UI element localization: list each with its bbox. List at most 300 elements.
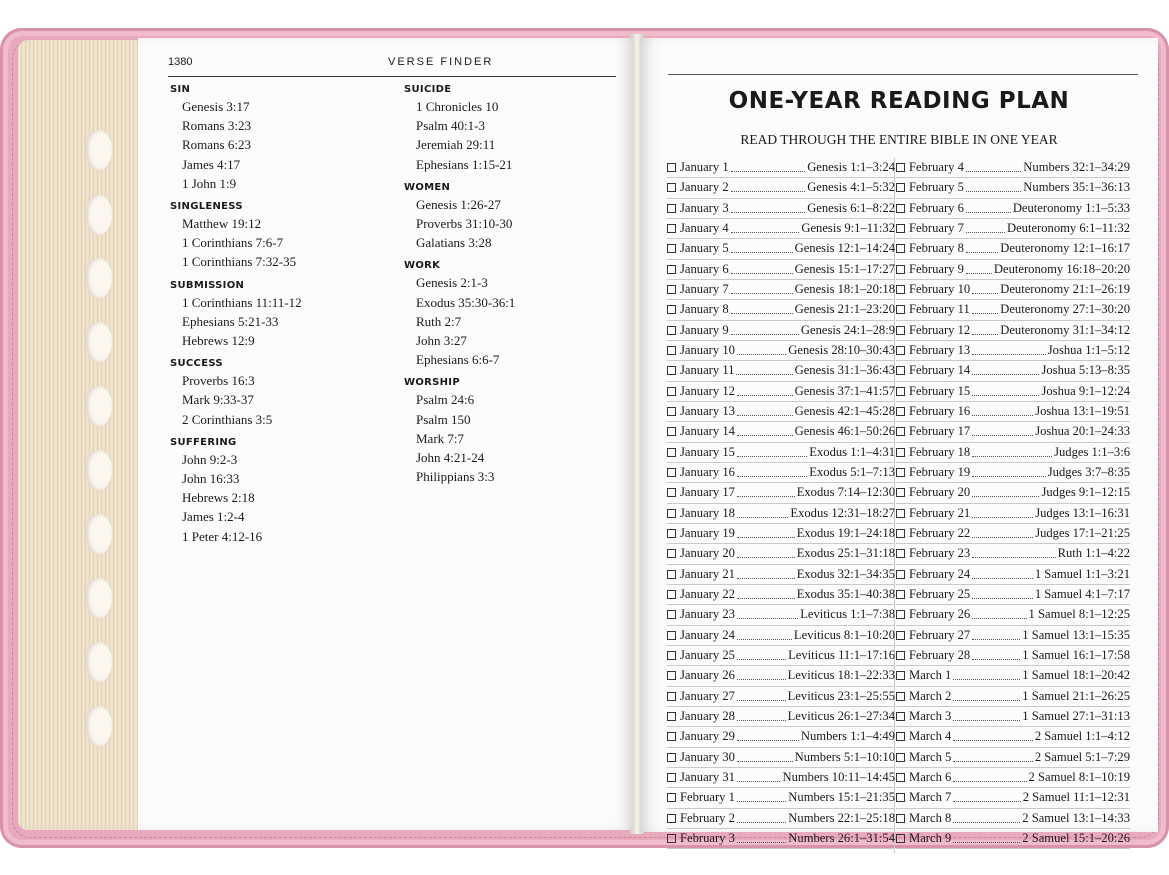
reading-day: January 27	[680, 688, 735, 703]
reading-passage: Judges 3:7–8:35	[1047, 465, 1130, 480]
reading-passage: Judges 9:1–12:15	[1041, 485, 1130, 500]
reading-plan-row	[667, 341, 895, 361]
topic-heading: WORK	[404, 260, 441, 272]
reading-passage: Exodus 32:1–34:35	[796, 566, 895, 581]
checkbox-icon[interactable]	[896, 204, 905, 213]
checkbox-icon[interactable]	[667, 712, 676, 721]
checkbox-icon[interactable]	[896, 346, 905, 355]
reading-passage: Genesis 4:1–5:32	[807, 180, 895, 195]
reading-day: January 31	[680, 770, 735, 784]
reading-passage: 1 Samuel 18:1–20:42	[1022, 668, 1130, 683]
reading-day: January 9	[680, 322, 729, 337]
reading-day: January 2	[680, 180, 729, 195]
leader-dots	[737, 427, 793, 436]
reading-plan-row	[667, 239, 895, 259]
leader-dots	[966, 224, 1005, 233]
leader-dots	[731, 244, 793, 253]
thumb-notch	[86, 706, 112, 746]
leader-dots	[737, 448, 807, 457]
reading-passage: Genesis 28:10–30:43	[788, 343, 895, 358]
leader-dots	[731, 204, 806, 213]
leader-dots	[972, 285, 998, 294]
reading-passage: Ruth 1:1–4:22	[1057, 546, 1130, 561]
reading-day: January 4	[680, 221, 729, 236]
checkbox-icon[interactable]	[896, 387, 905, 396]
thumb-notch	[86, 130, 112, 170]
reading-passage: 1 Samuel 8:1–12:25	[1028, 607, 1130, 622]
reading-day: January 30	[680, 749, 735, 764]
checkbox-icon[interactable]	[896, 834, 905, 843]
thumb-notch	[86, 514, 112, 554]
right-page	[640, 38, 1158, 845]
checkbox-icon[interactable]	[667, 610, 676, 619]
leader-dots	[972, 651, 1020, 660]
reading-passage: Exodus 7:14–12:30	[796, 485, 895, 500]
reading-day: January 18	[680, 505, 735, 520]
verse-reference: 1 Peter 4:12-16	[182, 528, 263, 544]
reading-day: January 10	[680, 343, 735, 358]
checkbox-icon[interactable]	[667, 387, 676, 396]
leader-dots	[731, 224, 800, 233]
checkbox-icon[interactable]	[667, 570, 676, 579]
checkbox-icon[interactable]	[667, 366, 676, 375]
verse-reference: Exodus 35:30-36:1	[416, 294, 516, 310]
reading-passage: Genesis 37:1–41:57	[794, 383, 895, 398]
reading-plan-row	[896, 422, 1130, 442]
leader-dots	[731, 326, 799, 335]
reading-passage: Numbers 35:1–36:13	[1023, 180, 1130, 195]
topic-heading: WOMEN	[404, 181, 451, 193]
reading-plan-row	[667, 788, 895, 808]
checkbox-icon[interactable]	[896, 468, 905, 477]
reading-plan-row	[896, 463, 1130, 483]
checkbox-icon[interactable]	[667, 692, 676, 701]
leader-dots	[972, 346, 1046, 355]
reading-passage: Genesis 24:1–28:9	[800, 322, 895, 337]
checkbox-icon[interactable]	[896, 651, 905, 660]
topic-heading: SINGLENESS	[170, 201, 243, 213]
checkbox-icon[interactable]	[896, 488, 905, 497]
reading-passage: 1 Samuel 16:1–17:58	[1022, 648, 1130, 663]
reading-plan-row	[667, 158, 895, 178]
reading-day: January 13	[680, 404, 735, 419]
reading-day: March 6	[909, 770, 952, 784]
leader-dots	[972, 407, 1033, 416]
checkbox-icon[interactable]	[667, 163, 676, 172]
leader-dots	[737, 712, 786, 721]
checkbox-icon[interactable]	[896, 529, 905, 538]
reading-day: January 28	[680, 709, 735, 724]
reading-plan-row	[896, 666, 1130, 686]
leader-dots	[737, 834, 786, 843]
leader-dots	[737, 651, 786, 660]
reading-passage: Numbers 5:1–10:10	[794, 749, 895, 764]
reading-passage: Joshua 20:1–24:33	[1035, 424, 1130, 439]
checkbox-icon[interactable]	[896, 610, 905, 619]
verse-reference: Mark 9:33-37	[182, 392, 254, 408]
reading-passage: Genesis 6:1–8:22	[807, 200, 895, 215]
verse-reference: 1 John 1:9	[182, 175, 237, 191]
checkbox-icon[interactable]	[667, 814, 676, 823]
reading-passage: Genesis 1:1–3:24	[807, 160, 895, 175]
reading-plan-row	[896, 178, 1130, 198]
reading-passage: Deuteronomy 16:18–20:20	[993, 261, 1130, 276]
leader-dots	[731, 285, 793, 294]
reading-plan-row	[667, 321, 895, 341]
verse-reference: John 16:33	[182, 471, 240, 487]
reading-day: February 11	[909, 302, 970, 317]
leader-dots	[972, 529, 1033, 538]
leader-dots	[972, 590, 1033, 599]
reading-passage: Numbers 26:1–31:54	[788, 830, 895, 845]
leader-dots	[737, 732, 799, 741]
reading-passage: Exodus 12:31–18:27	[790, 505, 895, 520]
reading-plan-column-right	[896, 158, 1130, 849]
checkbox-icon[interactable]	[667, 244, 676, 253]
reading-passage: 2 Samuel 1:1–4:12	[1034, 729, 1130, 744]
reading-passage: Deuteronomy 27:1–30:20	[1000, 302, 1130, 317]
verse-reference: Romans 6:23	[182, 137, 251, 153]
reading-passage: 1 Samuel 27:1–31:13	[1022, 709, 1130, 724]
verse-reference: Romans 3:23	[182, 118, 251, 134]
leader-dots	[972, 509, 1033, 518]
leader-dots	[966, 183, 1021, 192]
verse-reference: Proverbs 16:3	[182, 373, 255, 389]
leader-dots	[972, 366, 1039, 375]
verse-reference: Genesis 2:1-3	[416, 275, 488, 291]
verse-reference: 2 Corinthians 3:5	[182, 411, 273, 427]
checkbox-icon[interactable]	[896, 265, 905, 274]
thumb-notch	[86, 450, 112, 490]
reading-plan-row	[667, 748, 895, 768]
reading-passage: Judges 17:1–21:25	[1035, 526, 1130, 541]
reading-plan-row	[896, 687, 1130, 707]
reading-plan-row	[896, 809, 1130, 829]
reading-plan-row	[667, 666, 895, 686]
leader-dots	[731, 183, 806, 192]
checkbox-icon[interactable]	[896, 549, 905, 558]
reading-day: March 9	[909, 830, 952, 845]
reading-passage: 2 Samuel 13:1–14:33	[1022, 810, 1130, 825]
verse-reference: Hebrews 2:18	[182, 490, 255, 506]
reading-day: March 8	[909, 810, 952, 825]
leader-dots	[737, 529, 795, 538]
leader-dots	[953, 753, 1033, 762]
reading-plan-row	[896, 788, 1130, 808]
reading-plan-row	[667, 300, 895, 320]
checkbox-icon[interactable]	[896, 753, 905, 762]
reading-day: February 10	[909, 282, 971, 297]
verse-reference: 1 Corinthians 7:32-35	[182, 254, 297, 270]
reading-day: January 16	[680, 465, 735, 480]
reading-day: March 3	[909, 709, 952, 724]
leader-dots	[972, 326, 998, 335]
checkbox-icon[interactable]	[667, 326, 676, 335]
reading-plan-row	[896, 483, 1130, 503]
leader-dots	[972, 448, 1052, 457]
leader-dots	[966, 204, 1011, 213]
reading-day: January 24	[680, 627, 735, 642]
reading-passage: Genesis 18:1–20:18	[794, 282, 895, 297]
checkbox-icon[interactable]	[667, 773, 676, 782]
reading-plan-row	[667, 280, 895, 300]
left-page-header	[168, 56, 616, 77]
reading-plan-row	[896, 443, 1130, 463]
leader-dots	[737, 468, 807, 477]
reading-day: January 23	[680, 607, 735, 622]
reading-plan-row	[896, 829, 1130, 849]
checkbox-icon[interactable]	[667, 407, 676, 416]
leader-dots	[737, 671, 786, 680]
reading-plan-row	[667, 422, 895, 442]
reading-day: February 14	[909, 363, 971, 378]
checkbox-icon[interactable]	[896, 224, 905, 233]
checkbox-icon[interactable]	[667, 651, 676, 660]
reading-plan-row	[896, 300, 1130, 320]
leader-dots	[737, 549, 795, 558]
verse-reference: Mark 7:7	[416, 430, 465, 446]
checkbox-icon[interactable]	[667, 549, 676, 558]
left-page	[138, 38, 634, 830]
checkbox-icon[interactable]	[667, 346, 676, 355]
reading-plan-row	[667, 402, 895, 422]
checkbox-icon[interactable]	[896, 671, 905, 680]
verse-reference: Proverbs 31:10-30	[416, 216, 513, 232]
reading-day: February 12	[909, 322, 971, 337]
checkbox-icon[interactable]	[896, 407, 905, 416]
reading-plan-row	[896, 524, 1130, 544]
checkbox-icon[interactable]	[896, 732, 905, 741]
leader-dots	[972, 427, 1033, 436]
checkbox-icon[interactable]	[896, 244, 905, 253]
leader-dots	[737, 387, 793, 396]
reading-plan-row	[667, 707, 895, 727]
leader-dots	[966, 244, 998, 253]
reading-day: February 26	[909, 607, 971, 622]
reading-day: February 23	[909, 546, 971, 561]
checkbox-icon[interactable]	[667, 529, 676, 538]
reading-plan-row	[667, 809, 895, 829]
thumb-notch	[86, 258, 112, 298]
thumb-notch	[86, 322, 112, 362]
checkbox-icon[interactable]	[896, 427, 905, 436]
checkbox-icon[interactable]	[896, 590, 905, 599]
checkbox-icon[interactable]	[896, 448, 905, 457]
header-rule	[668, 74, 1138, 75]
reading-passage: Leviticus 26:1–27:34	[787, 709, 895, 724]
reading-passage: Exodus 19:1–24:18	[796, 526, 895, 541]
checkbox-icon[interactable]	[667, 448, 676, 457]
checkbox-icon[interactable]	[896, 814, 905, 823]
checkbox-icon[interactable]	[896, 793, 905, 802]
reading-passage: Numbers 10:11–14:45	[782, 770, 895, 784]
checkbox-icon[interactable]	[896, 631, 905, 640]
checkbox-icon[interactable]	[667, 305, 676, 314]
reading-plan-row	[667, 829, 895, 849]
reading-day: February 17	[909, 424, 971, 439]
reading-day: January 19	[680, 526, 735, 541]
reading-plan-row	[667, 768, 895, 788]
reading-plan-row	[896, 748, 1130, 768]
reading-day: March 1	[909, 668, 952, 683]
checkbox-icon[interactable]	[667, 793, 676, 802]
topic-heading: SUFFERING	[170, 436, 237, 448]
verse-reference: Galatians 3:28	[416, 235, 492, 251]
topic-heading: SUICIDE	[404, 84, 452, 95]
leader-dots	[731, 305, 793, 314]
verse-reference: 1 Corinthians 7:6-7	[182, 235, 284, 251]
reading-plan-row	[896, 585, 1130, 605]
reading-day: February 5	[909, 180, 964, 195]
reading-plan-row	[667, 443, 895, 463]
checkbox-icon[interactable]	[667, 590, 676, 599]
checkbox-icon[interactable]	[896, 509, 905, 518]
checkbox-icon[interactable]	[667, 265, 676, 274]
reading-passage: Genesis 12:1–14:24	[794, 241, 895, 256]
reading-passage: Leviticus 1:1–7:38	[800, 607, 895, 622]
checkbox-icon[interactable]	[667, 224, 676, 233]
reading-passage: 1 Samuel 1:1–3:21	[1034, 566, 1130, 581]
reading-passage: Genesis 9:1–11:32	[801, 221, 895, 236]
reading-passage: Leviticus 23:1–25:55	[787, 688, 895, 703]
reading-day: February 16	[909, 404, 971, 419]
checkbox-icon[interactable]	[896, 183, 905, 192]
reading-passage: Exodus 35:1–40:38	[796, 587, 895, 602]
reading-plan-title: ONE-YEAR READING PLAN	[728, 88, 1070, 114]
reading-plan-row	[667, 544, 895, 564]
reading-plan-row	[896, 544, 1130, 564]
reading-plan-row	[896, 219, 1130, 239]
verse-reference: Ruth 2:7	[416, 313, 462, 329]
reading-passage: Leviticus 18:1–22:33	[787, 668, 895, 683]
checkbox-icon[interactable]	[896, 570, 905, 579]
reading-passage: Numbers 1:1–4:49	[800, 729, 895, 744]
checkbox-icon[interactable]	[667, 427, 676, 436]
reading-passage: Genesis 15:1–17:27	[794, 261, 895, 276]
reading-day: January 14	[680, 424, 735, 439]
reading-day: January 22	[680, 587, 735, 602]
verse-reference: Genesis 3:17	[182, 99, 250, 114]
reading-plan-column-left	[667, 158, 895, 849]
page-header-title: VERSE FINDER	[388, 56, 494, 68]
thumb-notch	[86, 578, 112, 618]
leader-dots	[972, 305, 998, 314]
reading-plan-row	[896, 646, 1130, 666]
reading-day: March 2	[909, 688, 952, 703]
reading-passage: 1 Samuel 13:1–15:35	[1022, 627, 1130, 642]
leader-dots	[737, 407, 793, 416]
reading-plan-row	[896, 341, 1130, 361]
leader-dots	[972, 488, 1039, 497]
reading-day: January 29	[680, 729, 735, 744]
checkbox-icon[interactable]	[667, 732, 676, 741]
leader-dots	[972, 549, 1055, 558]
checkbox-icon[interactable]	[896, 285, 905, 294]
leader-dots	[731, 265, 793, 274]
verse-reference: 1 Chronicles 10	[416, 99, 499, 114]
reading-day: February 6	[909, 200, 964, 215]
checkbox-icon[interactable]	[667, 834, 676, 843]
reading-day: January 12	[680, 383, 735, 398]
reading-passage: Leviticus 11:1–17:16	[788, 648, 895, 663]
reading-plan-row	[896, 199, 1130, 219]
reading-plan-row	[896, 382, 1130, 402]
reading-day: February 18	[909, 444, 971, 459]
checkbox-icon[interactable]	[667, 285, 676, 294]
reading-day: February 8	[909, 241, 964, 256]
checkbox-icon[interactable]	[667, 204, 676, 213]
checkbox-icon[interactable]	[667, 488, 676, 497]
reading-day: February 9	[909, 261, 964, 276]
leader-dots	[731, 163, 806, 172]
verse-reference: Jeremiah 29:11	[416, 137, 496, 153]
reading-passage: 1 Samuel 4:1–7:17	[1034, 587, 1130, 602]
reading-plan-row	[896, 605, 1130, 625]
checkbox-icon[interactable]	[896, 712, 905, 721]
checkbox-icon[interactable]	[667, 631, 676, 640]
verse-finder-column-b	[404, 84, 614, 486]
reading-plan-row	[667, 361, 895, 381]
reading-passage: Judges 13:1–16:31	[1035, 505, 1130, 520]
leader-dots	[972, 570, 1033, 579]
reading-plan-row	[896, 768, 1130, 788]
checkbox-icon[interactable]	[896, 366, 905, 375]
reading-plan-row	[896, 727, 1130, 747]
checkbox-icon[interactable]	[896, 773, 905, 782]
reading-day: January 11	[680, 363, 735, 378]
verse-reference: Psalm 40:1-3	[416, 118, 485, 134]
reading-plan-row	[667, 483, 895, 503]
checkbox-icon[interactable]	[896, 326, 905, 335]
reading-day: March 4	[909, 729, 952, 744]
reading-plan-row	[667, 687, 895, 707]
reading-passage: Deuteronomy 31:1–34:12	[1000, 322, 1130, 337]
checkbox-icon[interactable]	[667, 671, 676, 680]
verse-reference: James 1:2-4	[182, 509, 245, 525]
reading-day: February 20	[909, 485, 971, 500]
reading-passage: Numbers 32:1–34:29	[1023, 160, 1130, 175]
thumb-notch	[86, 386, 112, 426]
leader-dots	[737, 814, 786, 823]
leader-dots	[737, 753, 793, 762]
reading-plan-row	[896, 565, 1130, 585]
checkbox-icon[interactable]	[896, 163, 905, 172]
checkbox-icon[interactable]	[896, 305, 905, 314]
reading-passage: Deuteronomy 6:1–11:32	[1006, 221, 1130, 236]
verse-reference: John 4:21-24	[416, 450, 485, 466]
reading-passage: Genesis 31:1–36:43	[794, 363, 895, 378]
reading-day: January 26	[680, 668, 735, 683]
checkbox-icon[interactable]	[667, 509, 676, 518]
verse-reference: Hebrews 12:9	[182, 333, 255, 349]
reading-day: January 17	[680, 485, 735, 500]
checkbox-icon[interactable]	[667, 468, 676, 477]
checkbox-icon[interactable]	[896, 692, 905, 701]
reading-day: February 4	[909, 160, 964, 175]
reading-passage: Exodus 5:1–7:13	[809, 465, 895, 480]
reading-plan-row	[667, 178, 895, 198]
checkbox-icon[interactable]	[667, 183, 676, 192]
reading-passage: Numbers 22:1–25:18	[788, 810, 895, 825]
leader-dots	[972, 387, 1039, 396]
verse-reference: Ephesians 1:15-21	[416, 156, 513, 172]
reading-passage: Genesis 21:1–23:20	[794, 302, 895, 317]
reading-passage: Deuteronomy 12:1–16:17	[1000, 241, 1130, 256]
reading-passage: Leviticus 8:1–10:20	[793, 627, 895, 642]
checkbox-icon[interactable]	[667, 753, 676, 762]
verse-reference: John 9:2-3	[182, 451, 238, 467]
reading-day: March 7	[909, 790, 952, 805]
